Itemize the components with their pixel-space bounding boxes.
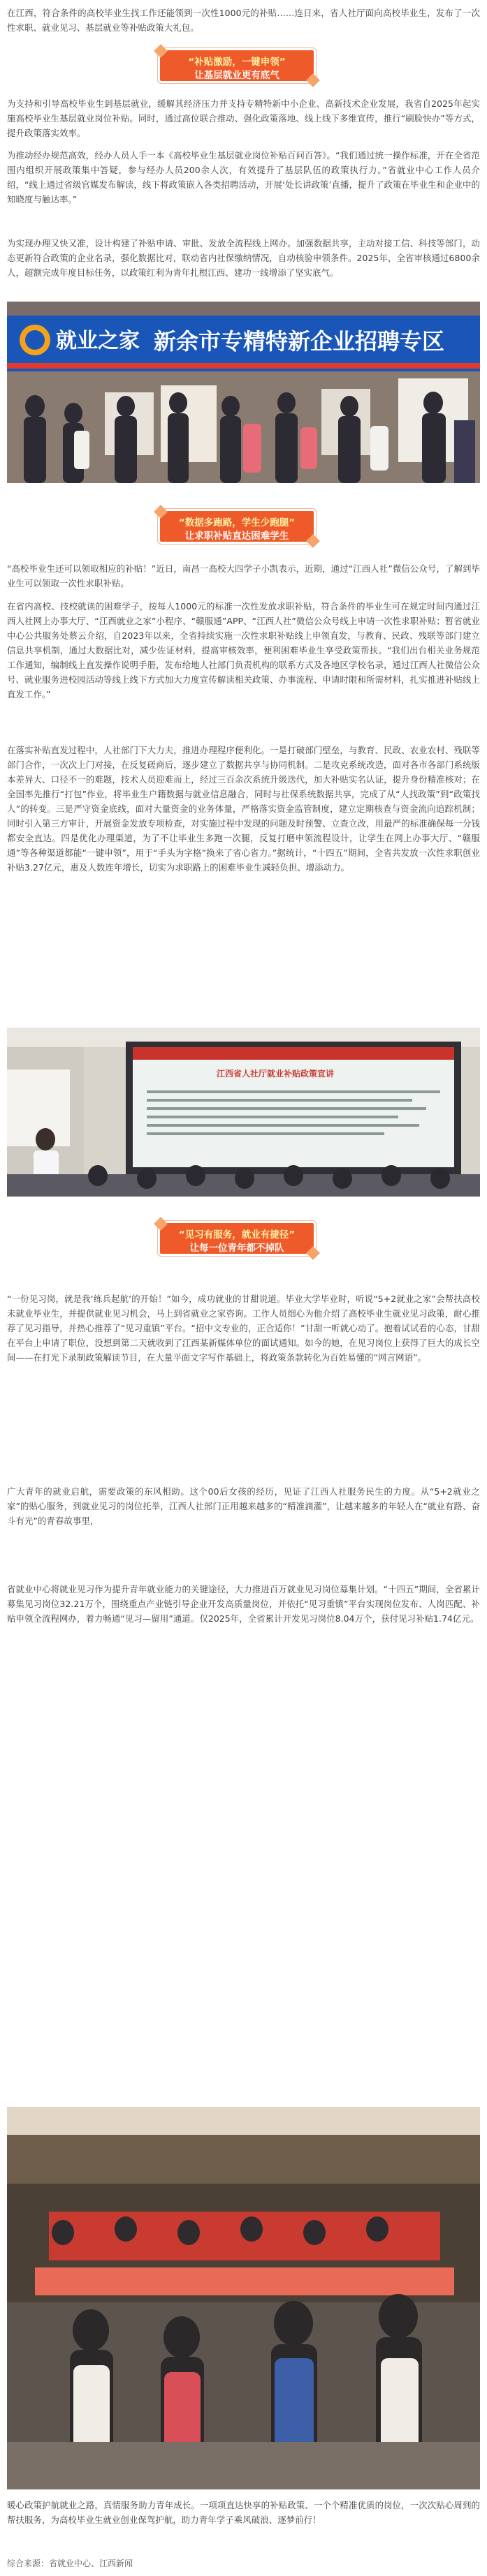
paragraph: 为实现办理又快又准，设计构建了补贴申请、审批、发放全流程线上网办。加强数据共享，主动对接工信、科技等部门，动态更新符合政策的企业名录，强化数据比对，联动省内社保缴纳情况，自动核验申领条件。2025年，全省审核通过6800余人，超额完成年度目标任务，以政策红利为青年扎根江西、建功一线增添了坚实底气。: [7, 238, 480, 278]
banner-line2: 让求职补贴直达困难学生: [184, 531, 289, 542]
paragraph: 为支持和引导高校毕业生到基层就业，缓解其经济压力并支持专精特新中小企业、高新技术企业发展，我省自2025年起实施高校毕业生基层就业岗位补贴。同时，通过高位联合推动、强化政策落地、线上线下多维宣传，推行“刷脸快办”等方式，提升政策落实效率。: [7, 98, 480, 138]
paragraph: 省就业中心将就业见习作为提升青年就业能力的关键途径，大力推进百万就业见习岗位募集计划。“十四五”期间，全省累计募集见习岗位32.21万个，围绕重点产业链引导企业开发高质量岗位，并依托“见习重镇”平台实现岗位发布、人岗匹配、补贴申领全流程网办，着力畅通“见习—留用”通道。仅2025年，全省累计开发见习岗位8.04万个，获付见习补贴1.74亿元。: [7, 1584, 480, 1624]
paragraph: “高校毕业生还可以领取相应的补贴！”近日，南昌一高校大四学子小凯表示，近期，通过“江西人社”微信公众号，了解到毕业生可以领取一次性求职补贴。: [7, 563, 480, 589]
sign-text: 新余市专精特新企业招聘专区: [154, 328, 445, 355]
banner-line1: “数据多跑路，学生少跑腿”: [178, 517, 296, 528]
section-banner-job-search: [160, 500, 314, 552]
source-note: 综合来源：省就业中心、江西新闻: [7, 2559, 133, 2568]
seminar-illustration: [7, 1028, 480, 1197]
section-banner-internship: [160, 1212, 314, 1264]
sign-brand: 就业之家: [56, 329, 140, 353]
section-banner-subsidy: [160, 39, 314, 91]
paragraph: 为推动经办规范高效，经办人员人手一本《高校毕业生基层就业岗位补贴百问百答》。“我们通过统一操作标准，开在全省范围内组织开展政策集中答疑，参与经办人员200余人次，有效提升了基层队伍的政策执行力。”省就业中心工作人员介绍，“线上通过省级官媒发布解读，线下将政策嵌入各类招聘活动，开展‘处长讲政策’直播，提升了政策在毕业生和企业中的知晓度与触达率。”: [7, 150, 480, 205]
paragraph: “一份见习岗，就是我‘练兵起航’的开始！”如今，成功就业的甘甜说道。毕业大学毕业时，听说“5+2就业之家”会帮扶高校未就业毕业生，并提供就业见习机会，马上到省就业之家咨询。工作人员细心为他介绍了高校毕业生就业见习政策，耐心推荐了见习指导，并热心推荐了“见习重镇”平台。“招中文专业的，正合适你！”甘甜一听就心动了。抱着试试看的心态，甘甜在平台上申请了职位，没想到第二天就收到了江西某新媒体单位的面试通知。如今的她，在见习岗位上获得了巨大的成长空间——在打光下录制政策解读节目，在大量平面文字写作基础上，将政策条款转化为百姓易懂的“网言网语”。: [7, 1294, 480, 1363]
service-desk-photo: [7, 2107, 480, 2489]
service-desk-illustration: [7, 2107, 480, 2489]
paragraph: 在落实补贴直发过程中，人社部门下大力夫，推进办理程序便利化。一是打破部门壁垒，与教育、民政、农业农村、残联等部门合作，一次次上门对接，在反复磋商后，逐步建立了数据共享与协同机制。二是攻克系统改造，面对各市各部门系统版本差异大、口径不一的难题，技术人员迎难而上，经过三百余次系统升级迭代，加大补贴实名认证，提升身份精准核对；在全国率先推行“打包”作业，将毕业生户籍数据与就业信息融合，同时与社保系统数据共享，完成了从“人找政策”到“政策找人”的转变。三是严守资金底线，面对大量资金的业务体量，严格落实资金监管制度，建立定期核查与资金流向追踪机制；同时引入第三方审计，开展资金发放专项检查，对实施过程中发现的问题及时预警、立查立改，用最严的标准确保每一分钱都安全直达。四是优化办理渠道，为了不让毕业生多跑一次腿，反复打磨申领流程设计，让学生在网上办事大厅、“赣服通”等各种渠道都能“一键申领”，用于“手头为字格”换来了省心省力。”据统计，“十四五”期间，全省共发放一次性求职创业补贴3.27亿元，惠及人数连年增长，切实为求职路上的困难毕业生减轻负担、增添动力。: [7, 745, 480, 873]
banner-line1: “见习有服务，就业有捷径”: [178, 1229, 296, 1241]
banner-line2: 让基层就业更有底气: [194, 70, 279, 81]
job-fair-photo: [7, 302, 480, 483]
banner-line2: 让每一位青年都不掉队: [189, 1243, 284, 1254]
paragraph: 广大青年的就业启航，需要政策的东风相助。这个00后女孩的经历，见证了江西人社服务民生的力度。从“5+2就业之家”的贴心服务，到就业见习的岗位托举，江西人社部门正用越来越多的“精准滴灌”，让越来越多的年轻人在“就业有路、奋斗有光”的青春故事里，: [7, 1486, 480, 1526]
policy-seminar-photo: [7, 1028, 480, 1197]
banner-line1: “补贴激励，一键申领”: [188, 57, 286, 68]
intro-paragraph: 在江西，符合条件的高校毕业生找工作还能领到一次性1000元的补贴……连日来，省人社厅面向高校毕业生，发布了一次性求职、就业见习、基层就业等补贴政策大礼包。: [7, 8, 480, 33]
screen-title: 江西省人社厅就业补贴政策宣讲: [217, 1069, 335, 1079]
job-fair-illustration: [7, 302, 480, 483]
paragraph: 暖心政策护航就业之路，真情服务助力青年成长。一项项直达快享的补贴政策、一个个精准优质的岗位，一次次贴心周到的帮扶服务，为高校毕业生就业创业保驾护航，助力青年学子乘风破浪、逐梦前行！: [7, 2500, 480, 2525]
paragraph: 在省内高校、技校就读的困难学子，按每人1000元的标准一次性发放求职补贴，符合条件的毕业生可在规定时间内通过江西人社网上办事大厅、“江西就业之家”小程序、“赣服通”APP、“江西人社”微信公众号线上申请一次性求职补贴；暂省就业中心公共服务处蔡云介绍，自2023年以来，全省持续实施一次性求职补贴线上申领直发，与教育、民政、残联等部门建立信息共享机制，通过大数据比对，减少佐证材料，提高审核效率，便利困难毕业生享受政策帮扶。“我们出台相关业务规范工作通知，编制线上直发操作说明手册，发布给地人社部门负责机构的联系方式及各地区学校名录，通过江西人社微信公众号、就业服务进校园活动等线上线下方式加大力度宣传解读相关政策、办事流程、申请时限和所需材料，扎实推进补贴线上直发工作。”: [7, 601, 480, 699]
